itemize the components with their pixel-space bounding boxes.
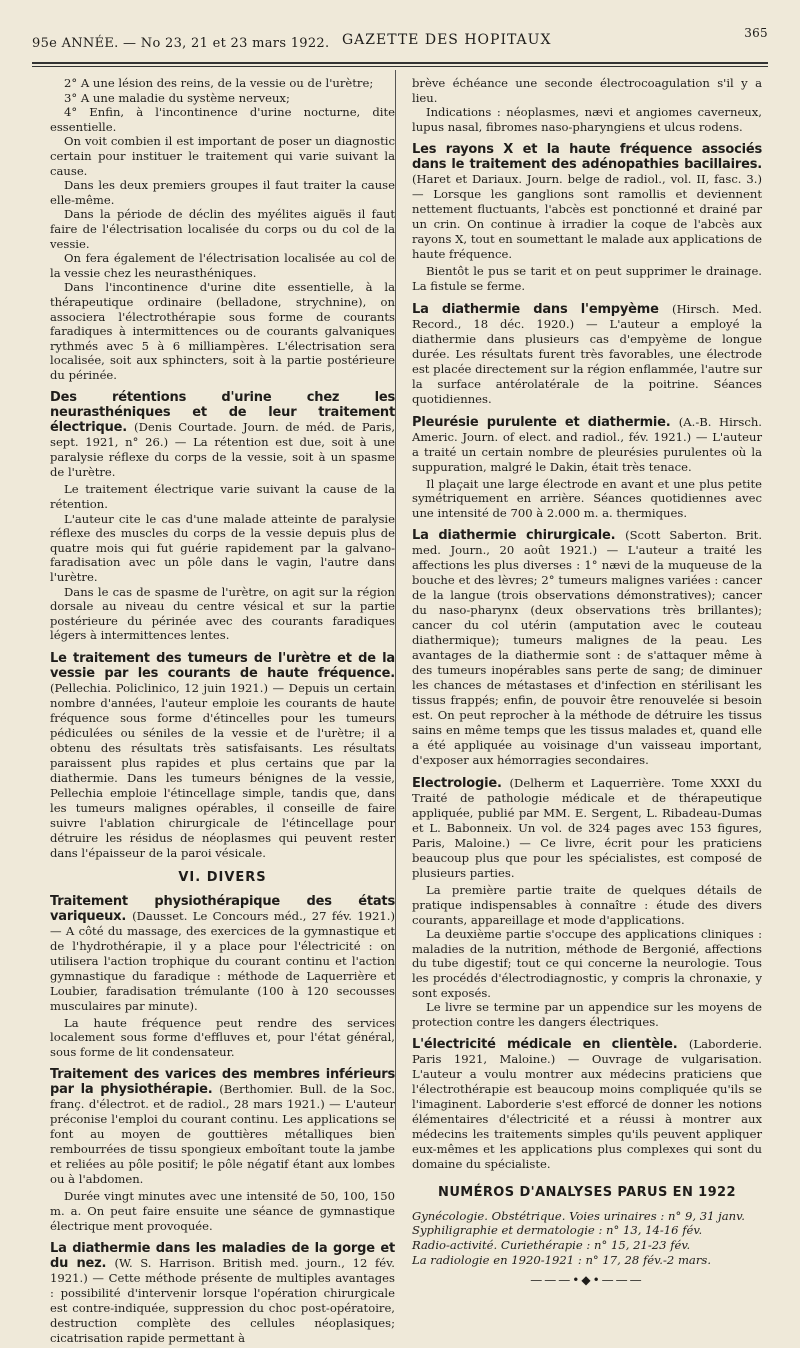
heading-text: Des rétentions d'urine chez les neurasthéniques et de leur traitement électrique. (50, 390, 395, 436)
paragraph: Bientôt le pus se tarit et on peut supprimer le drainage. La fistule se ferme. (412, 264, 762, 293)
heading-text: Traitement des varices des membres inférieurs par la physiothérapie. (50, 1067, 395, 1098)
paragraph: Dans le cas de spasme de l'urètre, on agit sur la région dorsale au niveau du centre vésical et sur la partie postérieure du périnée avec des courants faradiques légers à intermittences lentes. (50, 584, 395, 643)
article-heading (412, 776, 762, 881)
paragraph: Il plaçait une large électrode en avant et une plus petite symétriquement en arrière. Séances quotidiennes avec une intensité de 700 à 2.000 m. a. thermiques. (412, 476, 762, 520)
numeros-item: La radiologie en 1920-1921 : n° 17, 28 fév.-2 mars. (412, 1252, 712, 1267)
paragraph: On fera également de l'électrisation localisée au col de la vessie chez les neurasthéniques. (50, 251, 395, 280)
heading-text: Electrologie. (412, 776, 502, 792)
heading-text: Pleurésie purulente et diathermie. (412, 414, 671, 430)
article-heading (412, 142, 762, 262)
paragraph: La première partie traite de quelques détails de pratique indispensables à connaître : étude des divers courants, appareillage et mode d'applications. (412, 883, 762, 927)
heading-text: Le traitement des tumeurs de l'urètre et de la vessie par les courants de haute fréquence. (50, 651, 395, 681)
heading-text: La diathermie chirurgicale. (412, 528, 616, 544)
section-title: VI. DIVERS (178, 870, 267, 885)
article-reference: (Delherm et Laquerrière. Tome XXXI du Traité de pathologie médicale et de thérapeutique appliquée, publié par MM. E. Sergent, L. Ribadeau-Dumas et L. Babonneix. Un vol. de 324 pages avec 153 figures, Paris, Maloine.) — Ce livre, écrit pour les praticiens beaucoup plus que pour les spécialistes, est composé de plusieurs parties. (412, 776, 763, 881)
paragraph: 3° A une maladie du système nerveux; (64, 90, 290, 105)
article-heading (50, 390, 395, 480)
paragraph: Durée vingt minutes avec une intensité de 50, 100, 150 m. a. On peut faire ensuite une séance de gymnastique électrique ment provoquée. (50, 1189, 395, 1233)
heading-text: Traitement physiothérapique des états variqueux. (50, 893, 395, 924)
article-reference: (Scott Saberton. Brit. med. Journ., 20 août 1921.) — L'auteur a traité les affections les plus diverses : 1° nævi de la muqueuse de la bouche et des lèvres; 2° tumeurs malignes variées : cancer de la langue (trois observations démonstratives); cancer du naso-pharynx (deux observations très brillantes); cancer du col utérin (amputation avec le couteau diathermique); tumeurs malignes de la peau. Les avantages de la diathermie sont : de s'attaquer même à des tumeurs inopérables sans perte de sang; de diminuer les chances de métastases et d'infection en stérilisant les tissus frappés; enfin, de pouvoir être renouvelée si besoin est. On peut reprocher à la méthode de détruire les tissus sains en même temps que les tissus malades et, quand elle a été appliquée au voisinage d'un vaisseau important, d'exposer aux hémorragies secondaires. (412, 528, 762, 768)
paragraph: La deuxième partie s'occupe des applications cliniques : maladies de la nutrition, méthode de Bergonié, affections du tube digestif; tout ce qui concerne la neurologie. Tous les procédés d'électrodiagnostic, y compris la chronaxie, y sont exposés. (412, 927, 762, 1000)
paragraph: Dans les deux premiers groupes il faut traiter la cause elle-même. (50, 178, 395, 207)
numeros-title: NUMÉROS D'ANALYSES PARUS EN 1922 (438, 1185, 736, 1201)
article-reference: (Pellechia. Policlinico, 12 juin 1921.) — Depuis un certain nombre d'années, l'auteur emploie les courants de haute fréquence sous forme d'étincelles pour les tumeurs pédiculées ou séniles de la vessie et de l'urètre; il a obtenu des résultats très satisfaisants. Les résultats paraissent plus rapides et plus certains que par la diathermie. Dans les tumeurs bénignes de la vessie, Pellechia emploie l'étincellage simple, tandis que, dans les tumeurs malignes opérables, il conseille de faire suivre l'ablation chirurgicale de l'étincellage pour détruire les résidus de néoplasmes qui peuvent rester dans l'épaisseur de la paroi vésicale. (50, 681, 395, 860)
article-heading (50, 894, 395, 1014)
article-reference: (W. S. Harrison. British med. journ., 12 fév. 1921.) — Cette méthode présente de multiples avantages : possibilité d'intervenir lorsque l'opération chirurgicale est contre-indiquée, suppression du choc post-opératoire, destruction complète des cellules néoplasiques; cicatrisation rapide permettant à (50, 1256, 395, 1346)
article-reference: (Hirsch. Med. Record., 18 déc. 1920.) — L'auteur a employé la diathermie dans plusieurs cas d'empyème de longue durée. Les résultats furent très favorables, une électrode est placée directement sur la région enflammée, l'autre sur la surface antérolatérale de la poitrine. Séances quotidiennes. (412, 301, 762, 406)
heading-text: La diathermie dans l'empyème (412, 301, 659, 317)
column-divider (395, 70, 396, 1130)
numeros-item: Syphiligraphie et dermatologie : n° 13, 14-16 fév. (412, 1223, 703, 1238)
article-reference: (Dausset. Le Concours méd., 27 fév. 1921.) — A côté du massage, des exercices de la gymnastique et de l'hydrothérapie, il y a place pour l'électricité : on utilisera l'action trophique du courant continu et l'action gymnastique du faradique : méthode de Laquerrière et Loubier, faradisation trémulante (100 à 120 secousses musculaires par minute). (50, 908, 396, 1013)
article-heading (412, 415, 762, 475)
paragraph: L'auteur cite le cas d'une malade atteinte de paralysie réflexe des muscles du corps de la vessie depuis plus de quatre mois qui fut guérie rapidement par la galvano-faradisation avec un pôle dans le vagin, l'autre dans l'urètre. (50, 511, 395, 585)
numeros-item: Gynécologie. Obstétrique. Voies urinaires : n° 9, 31 janv. (412, 1208, 745, 1223)
left-column (50, 76, 395, 1348)
article-heading (412, 1037, 762, 1172)
article-heading (50, 1067, 395, 1187)
paragraph: 4° Enfin, à l'incontinence d'urine nocturne, dite essentielle. (50, 105, 395, 134)
page-header (32, 22, 768, 56)
issue-info: 95e ANNÉE. — No 23, 21 et 23 mars 1922. (32, 36, 330, 51)
article-reference: (A.-B. Hirsch. Americ. Journ. of elect. and radiol., fév. 1921.) — L'auteur a traité un certain nombre de pleurésies purulentes où la suppuration, malgré le Dakin, était très tenace. (412, 414, 762, 474)
page-number: 365 (744, 26, 768, 40)
paragraph: brève échéance une seconde électrocoagulation s'il y a lieu. (412, 76, 762, 105)
header-rule (32, 62, 768, 64)
paragraph: Dans la période de déclin des myélites aiguës il faut faire de l'électrisation localisée du corps ou du col de la vessie. (50, 207, 395, 251)
article-heading (50, 651, 395, 861)
header-rule-thin (32, 66, 768, 67)
article-reference: (Laborderie. Paris 1921, Maloine.) — Ouvrage de vulgarisation. L'auteur a voulu montrer aux médecins praticiens que l'électrothérapie est beaucoup moins compliquée qu'ils se l'imaginent. Laborderie s'est efforcé de donner les notions élémentaires d'électricité et a réussi à montrer aux médecins les traitements simples qu'ils peuvent appliquer eux-mêmes et les applications plus complexes qui sont du domaine du spécialiste. (412, 1037, 763, 1172)
article-reference: (Haret et Dariaux. Journ. belge de radiol., vol. II, fasc. 3.) — Lorsque les ganglions sont ramollis et deviennent nettement fluctuants, l'abcès est ponctionné et drainé par un crin. On continue à irradier la coque de l'abcès aux rayons X, tout en soumettant le malade aux applications de haute fréquence. (412, 172, 762, 262)
numeros-list (412, 1209, 762, 1267)
paragraph: Le traitement électrique varie suivant la cause de la rétention. (50, 482, 395, 512)
article-heading (50, 1241, 395, 1346)
paragraph: Le livre se termine par un appendice sur les moyens de protection contre les dangers électriques. (412, 1000, 762, 1029)
article-reference: (Denis Courtade. Journ. de méd. de Paris, sept. 1921, n° 26.) — La rétention est due, soit à une paralysie réflexe du corps de la vessie, soit à un spasme de l'urètre. (50, 420, 396, 480)
paragraph: Dans l'incontinence d'urine dite essentielle, à la thérapeutique ordinaire (belladone, strychnine), on associera l'électrothérapie sous forme de courants faradiques à intermittences ou de courants galvaniques rythmés avec 5 à 6 milliampères. L'électrisation sera localisée, soit aux sphincters, soit à la partie postérieure du périnée. (50, 280, 395, 382)
numeros-item: Radio-activité. Curiethérapie : n° 15, 21-23 fév. (412, 1238, 691, 1253)
article-heading (412, 528, 762, 768)
paragraph: Indications : néoplasmes, nævi et angiomes caverneux, lupus nasal, fibromes naso-pharyngiens et ulcus rodens. (412, 105, 762, 134)
right-column (412, 76, 762, 1288)
journal-title: GAZETTE DES HOPITAUX (342, 32, 552, 48)
heading-text: Les rayons X et la haute fréquence associés dans le traitement des adénopathies bacillaires. (412, 142, 762, 173)
paragraph: La haute fréquence peut rendre des services localement sous forme d'effluves et, pour l'état général, sous forme de lit condensateur. (50, 1015, 395, 1059)
article-reference: (Berthomier. Bull. de la Soc. franç. d'électrot. et de radiol., 28 mars 1921.) — L'auteur préconise l'emploi du courant continu. Les applications se font au moyen de gouttières métalliques bien rembourrées de tissu spongieux emboîtant toute la jambe et reliées au pôle positif; le pôle négatif étant aux lombes ou à l'abdomen. (50, 1082, 395, 1187)
flourish-ornament: ———•◆•——— (530, 1273, 644, 1288)
heading-text: L'électricité médicale en clientèle. (412, 1037, 678, 1053)
paragraph: 2° A une lésion des reins, de la vessie ou de l'urètre; (64, 76, 374, 90)
paragraph: On voit combien il est important de poser un diagnostic certain pour instituer le traitement qui varie suivant la cause. (50, 134, 395, 178)
article-heading (412, 302, 762, 407)
heading-text: La diathermie dans les maladies de la gorge et du nez. (50, 1241, 395, 1272)
